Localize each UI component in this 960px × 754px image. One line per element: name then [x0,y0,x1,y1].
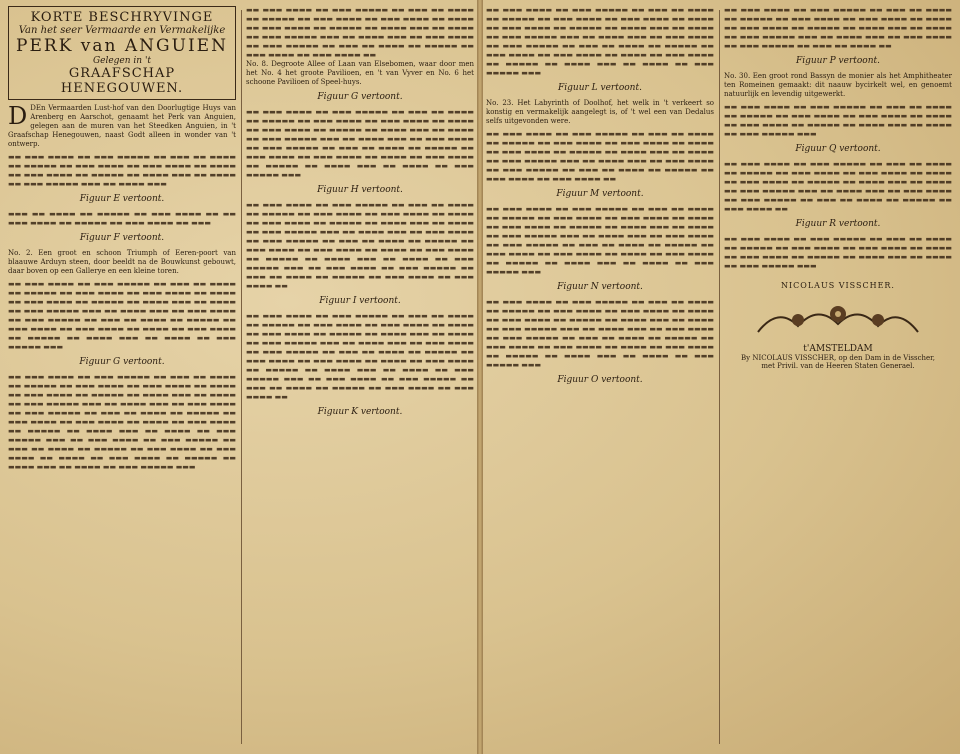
column-divider [241,10,242,744]
imprint-privilege: met Privil. van de Heeren Staten Generael. [761,362,915,370]
figure-caption: Figuur F vertoont. [79,233,165,243]
filler-text: ▬▬ ▬▬▬ ▬▬▬▬ ▬▬ ▬▬▬ ▬▬▬▬▬ ▬▬ ▬▬▬ ▬▬ ▬▬▬▬ ▬▬ ▬▬▬▬▬ ▬▬ ▬▬▬ ▬▬▬▬ ▬▬ ▬▬▬ ▬▬▬▬ ▬▬ ▬▬▬▬ ▬▬ ▬▬▬ ▬▬▬▬ ▬▬ ▬▬▬▬▬ ▬▬ ▬▬▬▬ ▬▬▬ ▬▬ ▬▬▬▬ ▬▬ ▬▬▬ ▬▬▬▬▬ ▬▬▬ [724,103,952,138]
paragraph: No. 23. Het Labyrinth of Doolhof, het welk in 't verkeert so konstig en vermakelijk aangelegt is, of 't wel een van Dedalus selfs uitgevonden were. [486,99,714,125]
filler-text: ▬▬ ▬▬▬ ▬▬▬▬ ▬▬ ▬▬▬ ▬▬▬▬▬ ▬▬ ▬▬▬ ▬▬ ▬▬▬▬ ▬▬ ▬▬▬▬▬ ▬▬ ▬▬▬ ▬▬▬▬ ▬▬ ▬▬▬ ▬▬▬▬ ▬▬ ▬▬▬▬ ▬▬ ▬▬▬ ▬▬▬▬ ▬▬ ▬▬▬▬▬ ▬▬ ▬▬▬▬ ▬▬▬ ▬▬ ▬▬▬▬ ▬▬ ▬▬▬ ▬▬▬▬▬ ▬▬▬ ▬▬ ▬▬▬▬ ▬▬▬ ▬▬ ▬▬▬ ▬▬▬▬ ▬▬ ▬▬▬ ▬▬▬▬▬ ▬▬ ▬▬▬ ▬▬ ▬▬▬▬ ▬▬ ▬▬▬▬▬ ▬▬ ▬▬▬ ▬▬▬▬ ▬▬ ▬▬▬ ▬▬▬▬ ▬▬ ▬▬▬▬ ▬▬ ▬▬▬ ▬▬▬▬ ▬▬ ▬▬▬▬▬ ▬▬ ▬▬▬▬ ▬▬▬ ▬▬ ▬▬▬▬ ▬▬ ▬▬▬ ▬▬▬▬▬ ▬▬▬ [486,298,714,369]
title-block [8,6,236,100]
figure-caption: Figuur M vertoont. [556,189,644,199]
imprint-publisher: By NICOLAUS VISSCHER, op den Dam in de Visscher, [741,354,935,362]
filler-text: ▬▬ ▬▬▬ ▬▬▬▬ ▬▬ ▬▬▬ ▬▬▬▬▬ ▬▬ ▬▬▬ ▬▬ ▬▬▬▬ ▬▬ ▬▬▬▬▬ ▬▬ ▬▬▬ ▬▬▬▬ ▬▬ ▬▬▬ ▬▬▬▬ ▬▬ ▬▬▬▬ ▬▬ ▬▬▬ ▬▬▬▬ ▬▬ ▬▬▬▬▬ ▬▬ ▬▬▬▬ ▬▬▬ ▬▬ ▬▬▬▬ ▬▬ ▬▬▬ ▬▬▬▬▬ ▬▬▬ ▬▬ ▬▬▬▬ ▬▬▬ ▬▬ ▬▬▬ ▬▬▬▬ ▬▬ ▬▬▬ ▬▬▬▬▬ ▬▬ ▬▬▬ ▬▬ ▬▬▬▬ ▬▬ [724,6,952,50]
imprint-city: t'AMSTELDAM [803,344,873,354]
filler-text: ▬▬▬ ▬▬ ▬▬▬▬ ▬▬ ▬▬▬▬▬ ▬▬ ▬▬▬ ▬▬▬▬ ▬▬ ▬▬ ▬▬▬ ▬▬▬▬ ▬▬ ▬▬▬▬▬ ▬▬ ▬▬▬ ▬▬▬▬ ▬▬ ▬▬▬ [8,210,236,227]
filler-text: ▬▬ ▬▬▬ ▬▬▬▬ ▬▬ ▬▬▬ ▬▬▬▬▬ ▬▬ ▬▬▬ ▬▬ ▬▬▬▬ ▬▬ ▬▬▬▬▬ ▬▬ ▬▬▬ ▬▬▬▬ ▬▬ ▬▬▬ ▬▬▬▬ ▬▬ ▬▬▬▬ ▬▬ ▬▬▬ ▬▬▬▬ ▬▬ ▬▬▬▬▬ ▬▬ ▬▬▬▬ ▬▬▬ ▬▬ ▬▬▬▬ ▬▬ ▬▬▬ ▬▬▬▬▬ ▬▬▬ [724,235,952,270]
figure-caption: Figuur N vertoont. [557,282,643,292]
imprint [724,344,952,370]
title-line-2: Van het seer Vermaarde en Vermakelijke [18,25,226,36]
figure-caption: Figuur R vertoont. [795,219,881,229]
title-line-1: KORTE BESCHRYVINGE [30,10,214,25]
figure-caption: Figuur K vertoont. [317,407,403,417]
left-page [6,6,476,748]
filler-text: ▬▬ ▬▬▬ ▬▬▬▬ ▬▬ ▬▬▬ ▬▬▬▬▬ ▬▬ ▬▬▬ ▬▬ ▬▬▬▬ ▬▬ ▬▬▬▬▬ ▬▬ ▬▬▬ ▬▬▬▬ ▬▬ ▬▬▬ ▬▬▬▬ ▬▬ ▬▬▬▬ ▬▬ ▬▬▬ ▬▬▬▬ ▬▬ ▬▬▬▬▬ ▬▬ ▬▬▬▬ ▬▬▬ ▬▬ ▬▬▬▬ ▬▬ ▬▬▬ ▬▬▬▬▬ ▬▬▬ ▬▬ ▬▬▬▬ ▬▬▬ ▬▬ ▬▬▬ ▬▬▬▬ ▬▬ ▬▬▬ ▬▬▬▬▬ ▬▬ ▬▬▬ ▬▬ ▬▬▬▬ ▬▬ ▬▬▬▬▬ ▬▬ ▬▬▬ ▬▬▬▬ ▬▬ ▬▬▬ ▬▬▬▬ ▬▬ [486,130,714,183]
title-line-5: GRAAFSCHAP HENEGOUWEN. [60,66,184,96]
paragraph: No. 30. Een groot rond Bassyn de monier als het Amphitheater ten Romeinen gemaakt: dit naauw bycirkelt wel, en genoemt natuurlijk en levendig uitgewerkt. [724,72,952,98]
left-column-1 [8,6,236,748]
filler-text: ▬▬ ▬▬▬ ▬▬▬▬ ▬▬ ▬▬▬ ▬▬▬▬▬ ▬▬ ▬▬▬ ▬▬ ▬▬▬▬ ▬▬ ▬▬▬▬▬ ▬▬ ▬▬▬ ▬▬▬▬ ▬▬ ▬▬▬ ▬▬▬▬ ▬▬ ▬▬▬▬ ▬▬ ▬▬▬ ▬▬▬▬ ▬▬ ▬▬▬▬▬ ▬▬ ▬▬▬▬ ▬▬▬ ▬▬ ▬▬▬▬ ▬▬ ▬▬▬ ▬▬▬▬▬ ▬▬▬ ▬▬ ▬▬▬▬ ▬▬▬ ▬▬ ▬▬▬ ▬▬▬▬ ▬▬ ▬▬▬ ▬▬▬▬▬ ▬▬ ▬▬▬ ▬▬ ▬▬▬▬ ▬▬ ▬▬▬▬▬ ▬▬ ▬▬▬ ▬▬▬▬ ▬▬ [724,160,952,213]
right-column-2 [724,6,952,748]
filler-text: ▬▬ ▬▬▬ ▬▬▬▬ ▬▬ ▬▬▬ ▬▬▬▬▬ ▬▬ ▬▬▬ ▬▬ ▬▬▬▬ ▬▬ ▬▬▬▬▬ ▬▬ ▬▬▬ ▬▬▬▬ ▬▬ ▬▬▬ ▬▬▬▬ ▬▬ ▬▬▬▬ ▬▬ ▬▬▬ ▬▬▬▬ ▬▬ ▬▬▬▬▬ ▬▬ ▬▬▬▬ ▬▬▬ ▬▬ ▬▬▬▬ ▬▬ ▬▬▬ ▬▬▬▬▬ ▬▬▬ ▬▬ ▬▬▬▬ ▬▬▬ ▬▬ ▬▬▬ ▬▬▬▬ ▬▬ ▬▬▬ ▬▬▬▬▬ ▬▬ ▬▬▬ ▬▬ ▬▬▬▬ ▬▬ ▬▬▬▬▬ ▬▬ ▬▬▬ ▬▬▬▬ ▬▬ ▬▬▬ ▬▬▬▬ ▬▬ ▬▬▬▬ ▬▬ ▬▬▬ ▬▬▬▬ ▬▬ ▬▬▬▬▬ ▬▬ ▬▬▬▬ ▬▬▬ ▬▬ ▬▬▬▬ ▬▬ ▬▬▬ ▬▬▬▬▬ ▬▬▬ [246,108,474,179]
left-column-2 [246,6,474,748]
figure-caption: Figuur Q vertoont. [795,144,881,154]
column-divider [719,10,720,744]
filler-text: ▬▬ ▬▬▬ ▬▬▬▬ ▬▬ ▬▬▬ ▬▬▬▬▬ ▬▬ ▬▬▬ ▬▬ ▬▬▬▬ ▬▬ ▬▬▬▬▬ ▬▬ ▬▬▬ ▬▬▬▬ ▬▬ ▬▬▬ ▬▬▬▬ ▬▬ ▬▬▬▬ ▬▬ ▬▬▬ ▬▬▬▬ ▬▬ ▬▬▬▬▬ ▬▬ ▬▬▬▬ ▬▬▬ ▬▬ ▬▬▬▬ ▬▬ ▬▬▬ ▬▬▬▬▬ ▬▬▬ ▬▬ ▬▬▬▬ ▬▬▬ ▬▬ ▬▬▬ ▬▬▬▬ ▬▬ ▬▬▬ ▬▬▬▬▬ ▬▬ ▬▬▬ ▬▬ ▬▬▬▬ ▬▬ ▬▬▬▬▬ ▬▬ ▬▬▬ ▬▬▬▬ ▬▬ ▬▬▬ ▬▬▬▬ ▬▬ ▬▬▬▬ ▬▬ ▬▬▬ ▬▬▬▬ ▬▬ ▬▬▬▬▬ ▬▬ ▬▬▬▬ ▬▬▬ ▬▬ ▬▬▬▬ ▬▬ ▬▬▬ ▬▬▬▬▬ ▬▬▬ ▬▬ ▬▬▬ ▬▬▬▬ ▬▬ ▬▬▬ ▬▬▬▬▬ ▬▬ ▬▬▬ ▬▬ ▬▬▬▬ ▬▬ ▬▬▬▬▬ ▬▬ ▬▬▬ ▬▬▬▬ ▬▬ ▬▬▬ ▬▬▬▬ ▬▬ ▬▬▬▬ ▬▬ ▬▬▬ ▬▬▬▬ ▬▬ ▬▬▬▬▬ ▬▬ ▬▬▬▬ ▬▬▬ ▬▬ ▬▬▬▬ ▬▬ ▬▬▬ ▬▬▬▬▬ ▬▬▬ [8,373,236,471]
figure-caption: Figuur O vertoont. [557,375,643,385]
title-line-4: Gelegen in 't [92,56,152,66]
intro-paragraph: D DEn Vermaarden Lust-hof van den Doorlugtige Huys van Arenberg en Aarschot, genaamt het Perk van Anguien, gelegen aan de muren van het Steedken Anguien, in 't Graafschap Henegouwen, naast Godt alleen in wonder van 't ontwerp. [8,102,236,148]
filler-text: ▬▬ ▬▬▬ ▬▬▬▬ ▬▬ ▬▬▬ ▬▬▬▬▬ ▬▬ ▬▬▬ ▬▬ ▬▬▬▬ ▬▬ ▬▬▬▬▬ ▬▬ ▬▬▬ ▬▬▬▬ ▬▬ ▬▬▬ ▬▬▬▬ ▬▬ ▬▬▬▬ ▬▬ ▬▬▬ ▬▬▬▬ ▬▬ ▬▬▬▬▬ ▬▬ ▬▬▬▬ ▬▬▬ ▬▬ ▬▬▬▬ ▬▬ ▬▬▬ ▬▬▬▬▬ ▬▬▬ ▬▬ ▬▬▬▬ ▬▬▬ [8,153,236,188]
filler-text: ▬▬ ▬▬▬ ▬▬▬▬ ▬▬ ▬▬▬ ▬▬▬▬▬ ▬▬ ▬▬▬ ▬▬ ▬▬▬▬ ▬▬ ▬▬▬▬▬ ▬▬ ▬▬▬ ▬▬▬▬ ▬▬ ▬▬▬ ▬▬▬▬ ▬▬ ▬▬▬▬ ▬▬ ▬▬▬ ▬▬▬▬ ▬▬ ▬▬▬▬▬ ▬▬ ▬▬▬▬ ▬▬▬ ▬▬ ▬▬▬▬ ▬▬ ▬▬▬ ▬▬▬▬▬ ▬▬▬ ▬▬ ▬▬▬▬ ▬▬▬ ▬▬ ▬▬▬ ▬▬▬▬ ▬▬ ▬▬▬ ▬▬▬▬▬ ▬▬ ▬▬▬ ▬▬ ▬▬▬▬ ▬▬ ▬▬▬▬▬ ▬▬ ▬▬▬ ▬▬▬▬ ▬▬ ▬▬▬ ▬▬▬▬ ▬▬ ▬▬▬▬ ▬▬ ▬▬▬ ▬▬▬▬ ▬▬ ▬▬▬▬▬ ▬▬ ▬▬▬▬ ▬▬▬ ▬▬ ▬▬▬▬ ▬▬ ▬▬▬ ▬▬▬▬▬ ▬▬▬ ▬▬ ▬▬▬ ▬▬▬▬ ▬▬ ▬▬▬ ▬▬▬▬▬ ▬▬ ▬▬▬ ▬▬ ▬▬▬▬ ▬▬ ▬▬▬▬▬ ▬▬ ▬▬▬ ▬▬▬▬ ▬▬ ▬▬▬ ▬▬▬▬ ▬▬ [246,201,474,290]
filler-text: ▬▬ ▬▬▬ ▬▬▬▬ ▬▬ ▬▬▬ ▬▬▬▬▬ ▬▬ ▬▬▬ ▬▬ ▬▬▬▬ ▬▬ ▬▬▬▬▬ ▬▬ ▬▬▬ ▬▬▬▬ ▬▬ ▬▬▬ ▬▬▬▬ ▬▬ ▬▬▬▬ ▬▬ ▬▬▬ ▬▬▬▬ ▬▬ ▬▬▬▬▬ ▬▬ ▬▬▬▬ ▬▬▬ ▬▬ ▬▬▬▬ ▬▬ ▬▬▬ ▬▬▬▬▬ ▬▬▬ ▬▬ ▬▬▬▬ ▬▬▬ ▬▬ ▬▬▬ ▬▬▬▬ ▬▬ ▬▬▬ ▬▬▬▬▬ ▬▬ ▬▬▬ ▬▬ ▬▬▬▬ ▬▬ ▬▬▬▬▬ ▬▬ ▬▬▬ ▬▬▬▬ ▬▬ ▬▬▬ ▬▬▬▬ ▬▬ [246,6,474,59]
signature: NICOLAUS VISSCHER. [781,281,895,290]
title-main: PERK van ANGUIEN [16,36,228,56]
figure-caption: Figuur E vertoont. [79,194,165,204]
filler-text: ▬▬ ▬▬▬ ▬▬▬▬ ▬▬ ▬▬▬ ▬▬▬▬▬ ▬▬ ▬▬▬ ▬▬ ▬▬▬▬ ▬▬ ▬▬▬▬▬ ▬▬ ▬▬▬ ▬▬▬▬ ▬▬ ▬▬▬ ▬▬▬▬ ▬▬ ▬▬▬▬ ▬▬ ▬▬▬ ▬▬▬▬ ▬▬ ▬▬▬▬▬ ▬▬ ▬▬▬▬ ▬▬▬ ▬▬ ▬▬▬▬ ▬▬ ▬▬▬ ▬▬▬▬▬ ▬▬▬ ▬▬ ▬▬▬▬ ▬▬▬ ▬▬ ▬▬▬ ▬▬▬▬ ▬▬ ▬▬▬ ▬▬▬▬▬ ▬▬ ▬▬▬ ▬▬ ▬▬▬▬ ▬▬ ▬▬▬▬▬ ▬▬ ▬▬▬ ▬▬▬▬ ▬▬ ▬▬▬ ▬▬▬▬ ▬▬ ▬▬▬▬ ▬▬ ▬▬▬ ▬▬▬▬ ▬▬ ▬▬▬▬▬ ▬▬ ▬▬▬▬ ▬▬▬ ▬▬ ▬▬▬▬ ▬▬ ▬▬▬ ▬▬▬▬▬ ▬▬▬ [486,6,714,77]
flower-ornament-icon [738,296,938,338]
figure-caption: Figuur H vertoont. [317,185,403,195]
filler-text: ▬▬ ▬▬▬ ▬▬▬▬ ▬▬ ▬▬▬ ▬▬▬▬▬ ▬▬ ▬▬▬ ▬▬ ▬▬▬▬ ▬▬ ▬▬▬▬▬ ▬▬ ▬▬▬ ▬▬▬▬ ▬▬ ▬▬▬ ▬▬▬▬ ▬▬ ▬▬▬▬ ▬▬ ▬▬▬ ▬▬▬▬ ▬▬ ▬▬▬▬▬ ▬▬ ▬▬▬▬ ▬▬▬ ▬▬ ▬▬▬▬ ▬▬ ▬▬▬ ▬▬▬▬▬ ▬▬▬ ▬▬ ▬▬▬▬ ▬▬▬ ▬▬ ▬▬▬ ▬▬▬▬ ▬▬ ▬▬▬ ▬▬▬▬▬ ▬▬ ▬▬▬ ▬▬ ▬▬▬▬ ▬▬ ▬▬▬▬▬ ▬▬ ▬▬▬ ▬▬▬▬ ▬▬ ▬▬▬ ▬▬▬▬ ▬▬ ▬▬▬▬ ▬▬ ▬▬▬ ▬▬▬▬ ▬▬ ▬▬▬▬▬ ▬▬ ▬▬▬▬ ▬▬▬ ▬▬ ▬▬▬▬ ▬▬ ▬▬▬ ▬▬▬▬▬ ▬▬▬ [8,280,236,351]
paragraph: No. 2. Een groot en schoon Triumph of Eeren-poort van blaauwe Arduyn steen, door beeldt na de Bouwkunst gebouwt, daar boven op een Gallerye en een kleine toren. [8,249,236,275]
right-page [484,6,954,748]
right-column-1 [486,6,714,748]
figure-caption: Figuur G vertoont. [317,92,403,102]
filler-text: ▬▬ ▬▬▬ ▬▬▬▬ ▬▬ ▬▬▬ ▬▬▬▬▬ ▬▬ ▬▬▬ ▬▬ ▬▬▬▬ ▬▬ ▬▬▬▬▬ ▬▬ ▬▬▬ ▬▬▬▬ ▬▬ ▬▬▬ ▬▬▬▬ ▬▬ ▬▬▬▬ ▬▬ ▬▬▬ ▬▬▬▬ ▬▬ ▬▬▬▬▬ ▬▬ ▬▬▬▬ ▬▬▬ ▬▬ ▬▬▬▬ ▬▬ ▬▬▬ ▬▬▬▬▬ ▬▬▬ ▬▬ ▬▬▬▬ ▬▬▬ ▬▬ ▬▬▬ ▬▬▬▬ ▬▬ ▬▬▬ ▬▬▬▬▬ ▬▬ ▬▬▬ ▬▬ ▬▬▬▬ ▬▬ ▬▬▬▬▬ ▬▬ ▬▬▬ ▬▬▬▬ ▬▬ ▬▬▬ ▬▬▬▬ ▬▬ ▬▬▬▬ ▬▬ ▬▬▬ ▬▬▬▬ ▬▬ ▬▬▬▬▬ ▬▬ ▬▬▬▬ ▬▬▬ ▬▬ ▬▬▬▬ ▬▬ ▬▬▬ ▬▬▬▬▬ ▬▬▬ [486,205,714,276]
figure-caption: Figuur I vertoont. [319,296,401,306]
filler-text: ▬▬ ▬▬▬ ▬▬▬▬ ▬▬ ▬▬▬ ▬▬▬▬▬ ▬▬ ▬▬▬ ▬▬ ▬▬▬▬ ▬▬ ▬▬▬▬▬ ▬▬ ▬▬▬ ▬▬▬▬ ▬▬ ▬▬▬ ▬▬▬▬ ▬▬ ▬▬▬▬ ▬▬ ▬▬▬ ▬▬▬▬ ▬▬ ▬▬▬▬▬ ▬▬ ▬▬▬▬ ▬▬▬ ▬▬ ▬▬▬▬ ▬▬ ▬▬▬ ▬▬▬▬▬ ▬▬▬ ▬▬ ▬▬▬▬ ▬▬▬ ▬▬ ▬▬▬ ▬▬▬▬ ▬▬ ▬▬▬ ▬▬▬▬▬ ▬▬ ▬▬▬ ▬▬ ▬▬▬▬ ▬▬ ▬▬▬▬▬ ▬▬ ▬▬▬ ▬▬▬▬ ▬▬ ▬▬▬ ▬▬▬▬ ▬▬ ▬▬▬▬ ▬▬ ▬▬▬ ▬▬▬▬ ▬▬ ▬▬▬▬▬ ▬▬ ▬▬▬▬ ▬▬▬ ▬▬ ▬▬▬▬ ▬▬ ▬▬▬ ▬▬▬▬▬ ▬▬▬ ▬▬ ▬▬▬ ▬▬▬▬ ▬▬ ▬▬▬ ▬▬▬▬▬ ▬▬ ▬▬▬ ▬▬ ▬▬▬▬ ▬▬ ▬▬▬▬▬ ▬▬ ▬▬▬ ▬▬▬▬ ▬▬ ▬▬▬ ▬▬▬▬ ▬▬ [246,312,474,401]
figure-caption: Figuur L vertoont. [558,83,642,93]
paragraph: No. 8. Degroote Allee of Laan van Elsebomen, waar door men het No. 4 het groote Pavilioen, en 't van Vyver en No. 6 het schoone Pavilioen of Speel-huys. [246,60,474,86]
figure-caption: Figuur G vertoont. [79,357,165,367]
floral-ornament [734,296,942,338]
center-fold [477,0,483,754]
figure-caption: Figuur P vertoont. [796,56,880,66]
